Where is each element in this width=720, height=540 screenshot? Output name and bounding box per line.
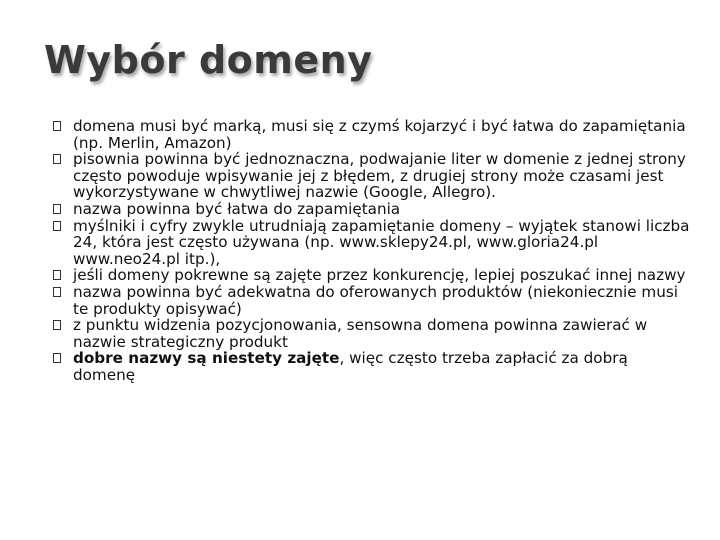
bullet-plain-text: nazwa powinna być łatwa do zapamiętania <box>73 199 401 218</box>
bullet-box-icon <box>53 353 61 363</box>
bullet-text <box>73 284 692 317</box>
bullet-text <box>73 350 692 383</box>
bullet-box-icon <box>53 221 61 231</box>
slide-title: Wybór domeny <box>44 38 373 82</box>
bullet-text <box>73 317 692 350</box>
bullet-item <box>52 267 692 284</box>
bullet-text <box>73 267 692 284</box>
bullet-item <box>52 284 692 317</box>
bullet-text <box>73 151 692 201</box>
bullet-box-icon <box>53 270 61 280</box>
bullet-list <box>52 118 692 384</box>
bullet-text <box>73 201 692 218</box>
bullet-item <box>52 317 692 350</box>
bullet-box-icon <box>53 121 61 131</box>
bullet-plain-text: z punktu widzenia pozycjonowania, sensowna domena powinna zawierać w nazwie strategiczny produkt <box>73 316 648 351</box>
bullet-item <box>52 118 692 151</box>
bullet-text <box>73 218 692 268</box>
bullet-box-icon <box>53 287 61 297</box>
bullet-box-icon <box>53 320 61 330</box>
bullet-item <box>52 201 692 218</box>
bullet-text <box>73 118 692 151</box>
bullet-item <box>52 218 692 268</box>
bullet-item <box>52 151 692 201</box>
bullet-plain-text: pisownia powinna być jednoznaczna, podwajanie liter w domenie z jednej strony często powoduje wpisywanie jej z błędem, z drugiej strony może czasami jest wykorzystywane w chwytliwej nazwie (Google, Allegro). <box>73 150 686 202</box>
bullet-plain-text: domena musi być marką, musi się z czymś kojarzyć i być łatwa do zapamiętania (np. Merlin, Amazon) <box>73 117 686 152</box>
bullet-box-icon <box>53 204 61 214</box>
bullet-plain-text: nazwa powinna być adekwatna do oferowanych produktów (niekoniecznie musi te produkty opisywać) <box>73 282 678 318</box>
bullet-item <box>52 350 692 383</box>
bullet-plain-text: myślniki i cyfry zwykle utrudniają zapamiętanie domeny – wyjątek stanowi liczba 24, która jest często używana (np. www.sklepy24.pl, www.gloria24.pl www.neo24.pl itp.), <box>73 216 690 268</box>
bullet-bold-text: dobre nazwy są niestety zajęte <box>73 349 340 368</box>
bullet-plain-text: , więc często trzeba zapłacić za dobrą domenę <box>73 349 628 384</box>
bullet-plain-text: jeśli domeny pokrewne są zajęte przez konkurencję, lepiej poszukać innej nazwy <box>73 266 686 285</box>
bullet-box-icon <box>53 154 61 164</box>
